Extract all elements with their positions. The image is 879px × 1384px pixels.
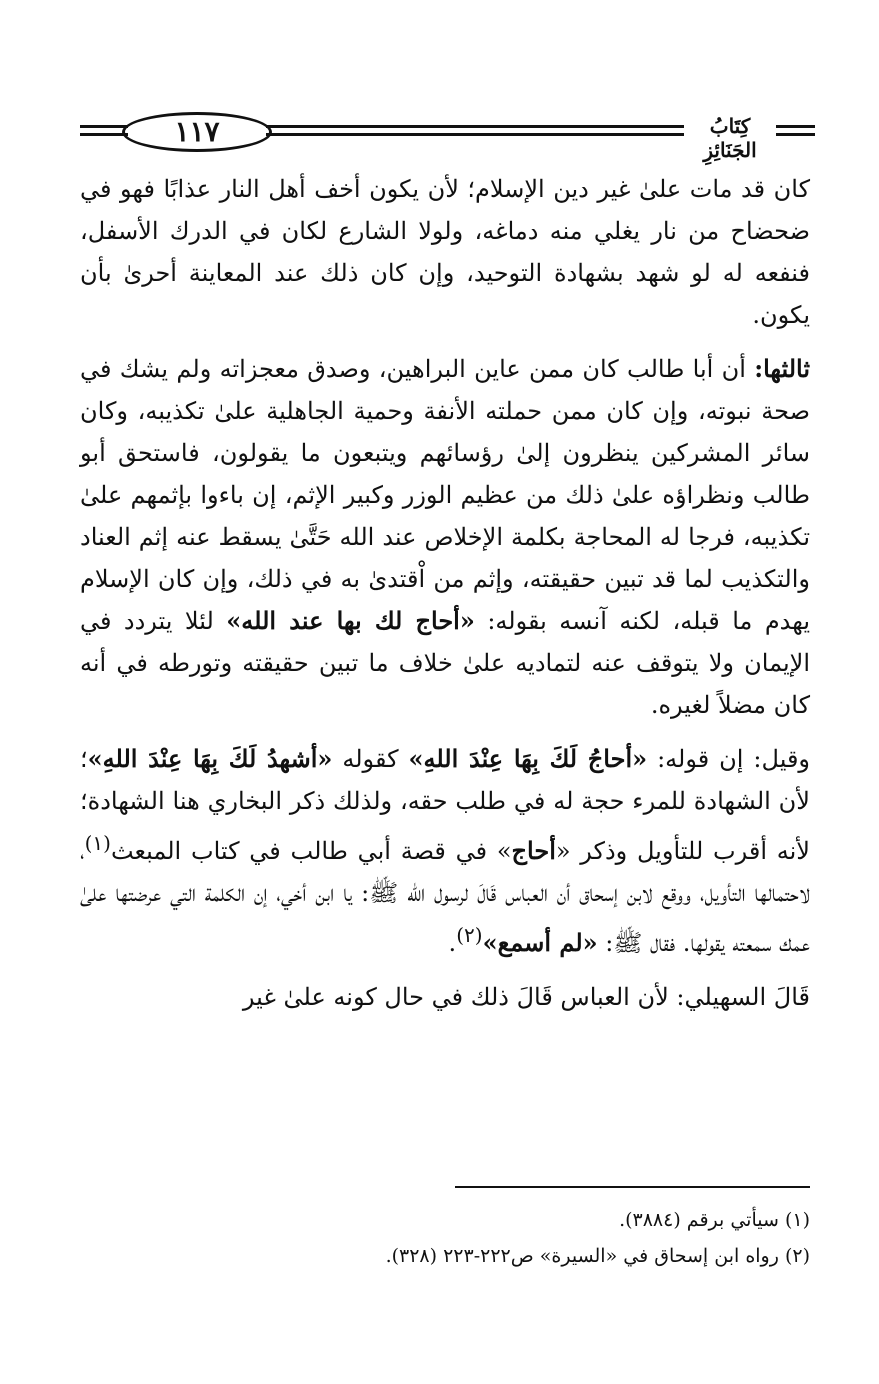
footnotes xyxy=(80,1202,810,1274)
quote-bold: أحاج xyxy=(511,836,556,865)
paragraph-1: كان قد مات علىٰ غير دين الإسلام؛ لأن يكون أخف أهل النار عذابًا فهو في ضحضاح من نار يغلي منه دماغه، ولولا الشارع لكان في الدرك الأسفل، فنفعه له لو شهد بشهادة التوحيد، وإن كان ذلك عند المعاينة أحرىٰ بأن يكون. xyxy=(80,175,810,329)
page-header xyxy=(80,108,815,162)
paragraph-2 xyxy=(80,348,810,726)
footnote-2: (٢) رواه ابن إسحاق في «السيرة» ص٢٢٢-٢٢٣ (٣٢٨). xyxy=(385,1245,810,1267)
paragraph-3 xyxy=(80,738,810,964)
text-run: كقوله xyxy=(332,745,409,773)
text-run: لئلا يتردد في الإيمان ولا يتوقف عنه لتماديه علىٰ خلاف ما تبين حقيقته وتورطه في أنه كان مضلاً لغيره. xyxy=(80,607,810,719)
text-run: وقيل: إن قوله: xyxy=(647,745,811,773)
header-rule xyxy=(80,125,128,128)
quote-bold: «لم أسمع» xyxy=(482,928,598,957)
header-rule xyxy=(776,133,815,136)
footnote-ref[interactable]: (١) xyxy=(84,831,111,855)
quote-bold: «أحاجُ لَكَ بِهَا عِنْدَ اللهِ» xyxy=(408,744,648,773)
header-rule xyxy=(776,125,815,128)
paragraph-4: قَالَ السهيلي: لأن العباس قَالَ ذلك في حال كونه علىٰ غير xyxy=(242,983,810,1011)
text-run: ، لاحتمالها التأويل، ووقع لابن إسحاق أن العباس قَالَ لرسول الله ﷺ: يا ابن أخي، إن الكلمة التي عرضتها علىٰ عمك سمعته يقولها. فقال ﷺ: xyxy=(80,837,810,957)
book-title: كِتَابُ الجَنَائِزِ xyxy=(703,114,757,162)
quote-bold: «أشهدُ لَكَ بِهَا عِنْدَ اللهِ» xyxy=(87,744,333,773)
quote-bold: «أحاج لك بها عند الله» xyxy=(226,606,475,635)
text-run: » في قصة أبي طالب في كتاب المبعث xyxy=(110,837,512,865)
page-number: ١١٧ xyxy=(122,112,272,152)
footnote-1: (١) سيأتي برقم (٣٨٨٤). xyxy=(619,1209,810,1231)
footnote-separator xyxy=(455,1186,810,1188)
text-run: ؛ لأن الشهادة للمرء حجة له في طلب حقه، ولذلك ذكر البخاري هنا الشهادة؛ لأنه أقرب للتأويل وذكر « xyxy=(80,745,810,865)
header-rule xyxy=(266,125,684,128)
text-run: أن أبا طالب كان ممن عاين البراهين، وصدق معجزاته ولم يشك في صحة نبوته، وإن كان ممن حملته الأنفة وحمية الجاهلية علىٰ تكذيبه، وكان سائر المشركين ينظرون إلىٰ رؤسائهم ويتبعون ما يقولون، فاستحق أبو طالب ونظراؤه علىٰ ذلك من عظيم الوزر وكبير الإثم، إن باءوا بإثمهم علىٰ تكذيبه، فرجا له المحاجة بكلمة الإخلاص عند الله حَتَّىٰ يسقط عنه إثم العناد والتكذيب لما قد تبين حقيقته، وإثم من اْقتدىٰ به في ذلك، وإن كان الإسلام يهدم ما قبله، لكنه آنسه بقوله: xyxy=(80,355,811,635)
text-run: . xyxy=(448,929,457,957)
header-rule xyxy=(266,133,684,136)
main-text xyxy=(80,168,810,1030)
paragraph-lead: ثالثها: xyxy=(754,354,810,383)
header-rule xyxy=(80,133,128,136)
footnote-ref[interactable]: (٢) xyxy=(456,923,483,947)
